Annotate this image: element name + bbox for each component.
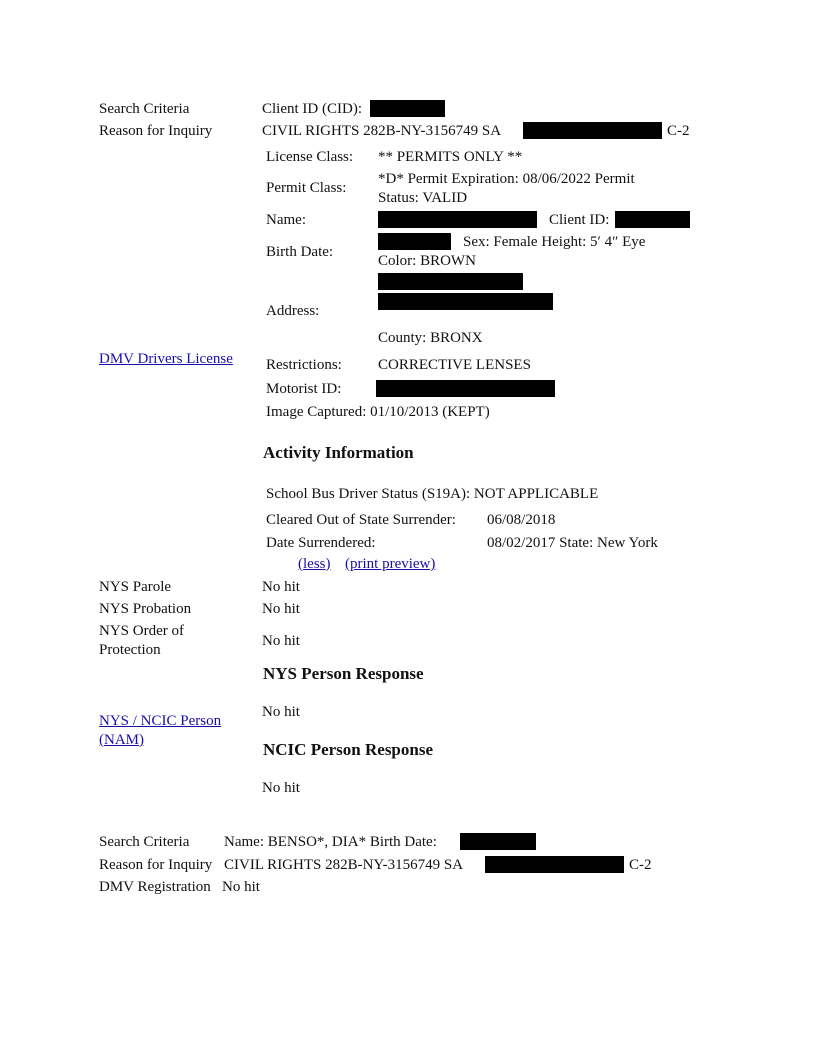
nys-order-value: No hit: [262, 633, 300, 649]
redaction-box: [615, 211, 690, 228]
redaction-box: [378, 211, 537, 228]
dmv-registration-value: No hit: [222, 879, 260, 895]
name-label: Name:: [266, 212, 306, 228]
redaction-box: [370, 100, 445, 117]
eye-color: Color: BROWN: [378, 253, 476, 269]
nys-parole-value: No hit: [262, 579, 300, 595]
redaction-box: [378, 293, 553, 310]
restrictions-value: CORRECTIVE LENSES: [378, 357, 531, 373]
nys-person-value: No hit: [262, 704, 300, 720]
birth-date-label: Birth Date:: [266, 244, 334, 260]
reason-suffix: C-2: [667, 123, 690, 139]
ncic-person-value: No hit: [262, 780, 300, 796]
nys-ncic-person-link[interactable]: NYS / NCIC Person (NAM): [99, 713, 222, 748]
redaction-box: [376, 380, 555, 397]
image-captured: Image Captured: 01/10/2013 (KEPT): [266, 404, 490, 420]
reason-label-2: Reason for Inquiry: [99, 857, 213, 873]
motorist-id-label: Motorist ID:: [266, 381, 342, 397]
reason-value-2: CIVIL RIGHTS 282B-NY-3156749 SA: [224, 857, 464, 873]
surrendered-value: 08/02/2017 State: New York: [487, 535, 658, 551]
search-criteria-value-2: Name: BENSO*, DIA* Birth Date:: [224, 834, 437, 850]
permit-class-value: *D* Permit Expiration: 08/06/2022 Permit Status: VALID: [378, 171, 635, 206]
permit-class-label: Permit Class:: [266, 180, 347, 196]
ncic-person-heading: NCIC Person Response: [263, 740, 433, 759]
cleared-value: 06/08/2018: [487, 512, 556, 528]
redaction-box: [378, 233, 451, 250]
dmv-registration-label: DMV Registration: [99, 879, 211, 895]
dmv-drivers-license-link[interactable]: DMV Drivers License: [99, 351, 233, 367]
redaction-box: [485, 856, 624, 873]
nys-order-label: NYS Order of Protection: [99, 623, 184, 658]
cleared-label: Cleared Out of State Surrender:: [266, 512, 456, 528]
school-bus-status: School Bus Driver Status (S19A): NOT APPLICABLE: [266, 486, 599, 502]
redaction-box: [378, 273, 523, 290]
nys-parole-label: NYS Parole: [99, 579, 172, 595]
less-link[interactable]: (less): [298, 556, 331, 572]
search-criteria-label: Search Criteria: [99, 101, 190, 117]
county: County: BRONX: [378, 330, 483, 346]
address-label: Address:: [266, 303, 320, 319]
activity-heading: Activity Information: [263, 443, 414, 462]
nys-probation-value: No hit: [262, 601, 300, 617]
birth-details: Sex: Female Height: 5′ 4″ Eye: [463, 234, 646, 250]
nys-person-heading: NYS Person Response: [263, 664, 424, 683]
license-class-label: License Class:: [266, 149, 354, 165]
license-class-value: ** PERMITS ONLY **: [378, 149, 523, 165]
nys-probation-label: NYS Probation: [99, 601, 192, 617]
search-criteria-label-2: Search Criteria: [99, 834, 190, 850]
restrictions-label: Restrictions:: [266, 357, 342, 373]
surrendered-label: Date Surrendered:: [266, 535, 376, 551]
redaction-box: [460, 833, 536, 850]
reason-value: CIVIL RIGHTS 282B-NY-3156749 SA: [262, 123, 502, 139]
print-preview-link[interactable]: (print preview): [345, 556, 436, 572]
client-id-label: Client ID:: [549, 212, 610, 228]
redaction-box: [523, 122, 662, 139]
reason-suffix-2: C-2: [629, 857, 652, 873]
reason-label: Reason for Inquiry: [99, 123, 213, 139]
search-criteria-value: Client ID (CID):: [262, 101, 362, 117]
